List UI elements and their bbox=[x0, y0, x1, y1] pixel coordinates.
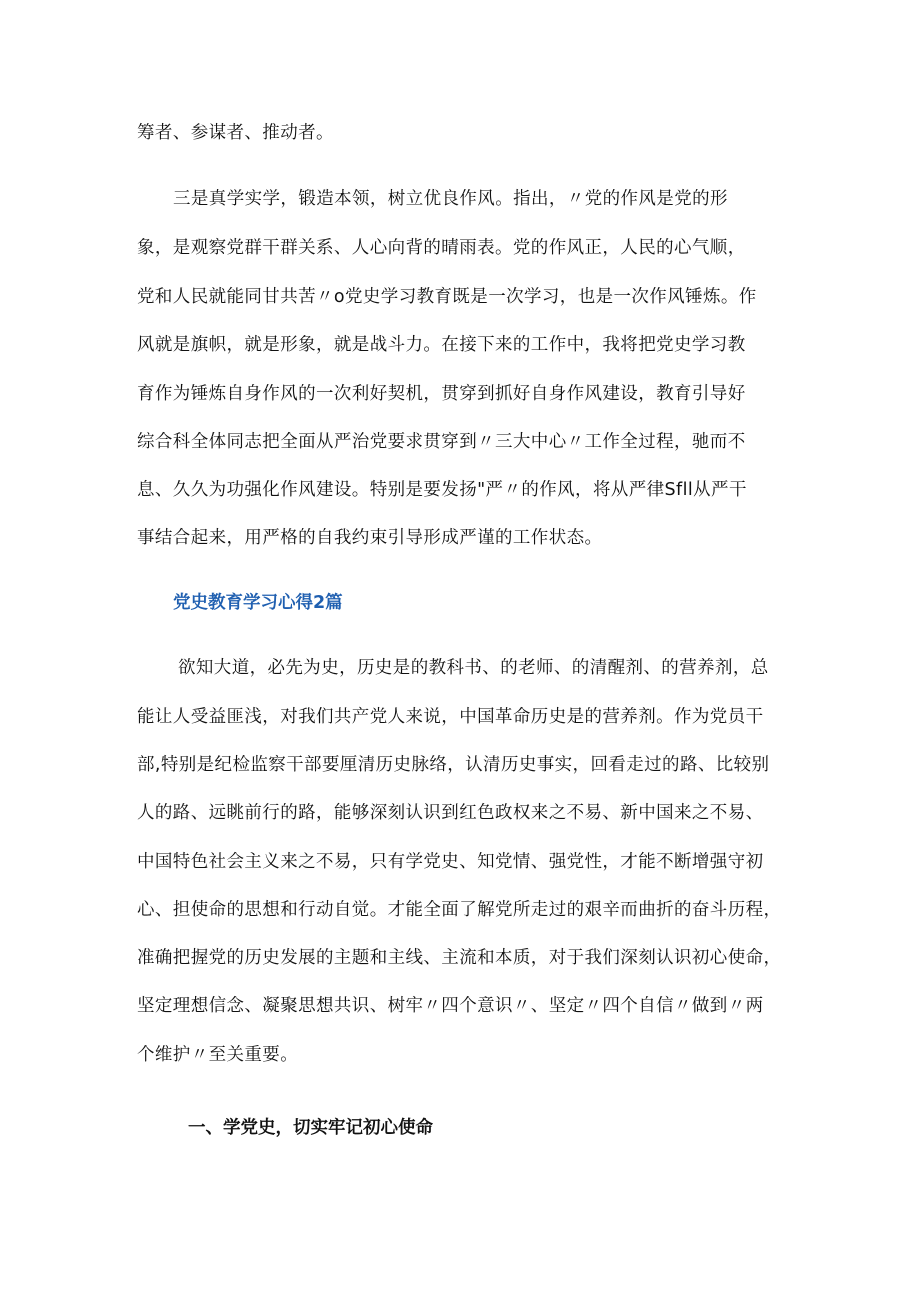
paragraph-line: 准确把握党的历史发展的主题和主线、主流和本质，对于我们深刻认识初心使命， bbox=[137, 948, 782, 968]
paragraph-line: 事结合起来，用严格的自我约束引导形成严谨的工作状态。 bbox=[137, 528, 603, 548]
paragraph-line: 人的路、远眺前行的路，能够深刻认识到红色政权来之不易、新中国来之不易、 bbox=[137, 803, 764, 823]
paragraph-line: 心、担使命的思想和行动自觉。才能全面了解党所走过的艰辛而曲折的奋斗历程， bbox=[137, 900, 782, 920]
paragraph-line: 三是真学实学，锻造本领，树立优良作风。指出，〃党的作风是党的形 bbox=[173, 189, 728, 209]
paragraph-line: 息、久久为功强化作风建设。特别是要发扬"严〃的作风，将从严律Sfll从严干 bbox=[137, 480, 747, 500]
paragraph-line: 风就是旗帜，就是形象，就是战斗力。在接下来的工作中，我将把党史学习教 bbox=[137, 335, 746, 355]
paragraph-line: 部,特别是纪检监察干部要厘清历史脉络，认清历史事实，回看走过的路、比较别 bbox=[137, 755, 770, 775]
paragraph-line: 欲知大道，必先为史，历史是的教科书、的老师、的清醒剂、的营养剂，总 bbox=[178, 658, 769, 678]
paragraph-line: 坚定理想信念、凝聚思想共识、树牢〃四个意识〃、坚定〃四个自信〃做到〃两 bbox=[137, 996, 764, 1016]
paragraph-line: 象，是观察党群干群关系、人心向背的晴雨表。党的作风正，人民的心气顺， bbox=[137, 238, 746, 258]
paragraph-line: 综合科全体同志把全面从严治党要求贯穿到〃三大中心〃工作全过程，驰而不 bbox=[137, 432, 746, 452]
subheading: 一、学党史，切实牢记初心使命 bbox=[188, 1118, 433, 1138]
paragraph-line: 育作为锤炼自身作风的一次利好契机，贯穿到抓好自身作风建设，教育引导好 bbox=[137, 384, 746, 404]
paragraph-line: 中国特色社会主义来之不易，只有学党史、知党情、强党性，才能不断增强守初 bbox=[137, 852, 764, 872]
paragraph-line: 能让人受益匪浅，对我们共产党人来说，中国革命历史是的营养剂。作为党员干 bbox=[137, 707, 764, 727]
paragraph-line: 党和人民就能同甘共苦〃o党史学习教育既是一次学习，也是一次作风锤炼。作 bbox=[137, 287, 757, 307]
paragraph-line: 个维护〃至关重要。 bbox=[137, 1045, 299, 1065]
paragraph-line: 筹者、参谋者、推动者。 bbox=[137, 123, 334, 143]
section-title: 党史教育学习心得2篇 bbox=[173, 593, 343, 613]
